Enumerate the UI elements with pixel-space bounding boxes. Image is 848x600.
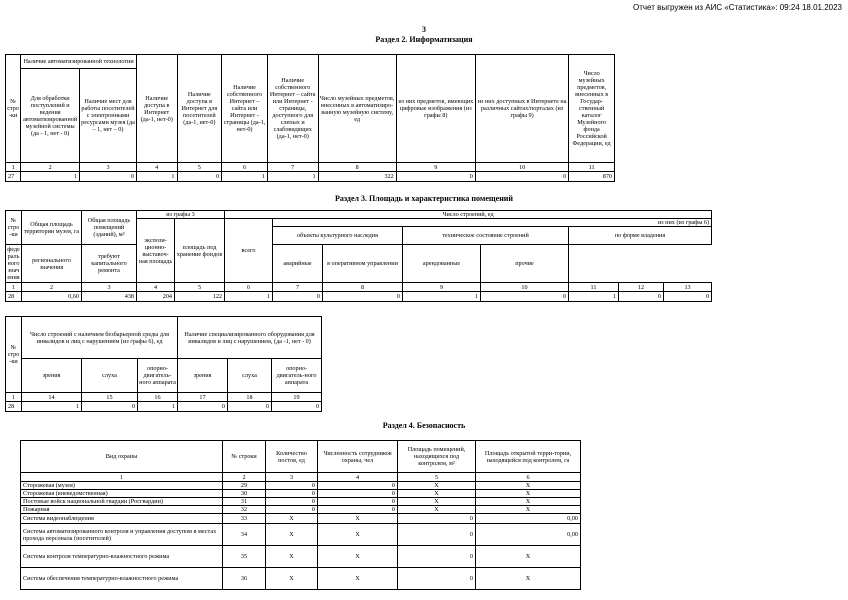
- s3-h-c4: экспози-ционно-выставоч-ная площадь: [137, 219, 175, 283]
- s3-h-c11: в оперативном управлении: [323, 245, 403, 283]
- cell: Сторожевая (вневедомственная): [21, 490, 223, 498]
- section3b-table: [5, 316, 322, 412]
- s3b-h-group2: Наличие специализированного оборудования для инвалидов и лиц с нарушением, (да -1, нет - 0): [178, 317, 322, 359]
- s4-row-33: [21, 514, 581, 524]
- cell: 7: [267, 163, 318, 172]
- s3b-h-c16: опорно-двигатель-ного аппарата: [138, 359, 178, 393]
- cell: X: [266, 568, 318, 590]
- cell: X: [476, 546, 581, 568]
- cell: 438: [82, 292, 137, 302]
- cell: 1: [21, 473, 223, 482]
- cell: 2: [21, 163, 80, 172]
- section3-title: Раздел 3. Площадь и характеристика помещений: [334, 194, 514, 203]
- cell: 0: [398, 546, 476, 568]
- cell: 322: [318, 172, 396, 182]
- cell: 16: [138, 393, 178, 402]
- cell: 122: [175, 292, 225, 302]
- s2-h-c5: Наличие доступа в Интернет для посетителей (да-1, нет-0): [177, 55, 222, 163]
- cell: 0: [266, 498, 318, 506]
- cell: 2: [22, 283, 82, 292]
- cell: 0: [272, 402, 322, 412]
- cell: X: [476, 490, 581, 498]
- cell: 2: [223, 473, 266, 482]
- cell: 30: [223, 490, 266, 498]
- cell: 1: [403, 292, 481, 302]
- cell: 8: [318, 163, 396, 172]
- s3-h-buildings: Число строений, ед: [225, 211, 712, 219]
- cell: 14: [22, 393, 82, 402]
- cell: Пожарная: [21, 506, 223, 514]
- section2-title: Раздел 2. Информатизация: [375, 35, 473, 44]
- cell: 870: [569, 172, 615, 182]
- cell: 36: [223, 568, 266, 590]
- cell: 9: [403, 283, 481, 292]
- s3-h-c9: требуют капитального ремонта: [82, 245, 137, 283]
- s4-h-c2: № строки: [223, 441, 266, 473]
- s3-h-c5: площадь под хранение фондов: [175, 219, 225, 283]
- cell: 6: [225, 283, 273, 292]
- s3b-h-c17: зрения: [178, 359, 228, 393]
- section2-table: [5, 54, 615, 182]
- s4-row-29: [21, 482, 581, 490]
- section4-table: [20, 440, 581, 590]
- s3b-h-c19: опорно-двигатель-ного аппарата: [272, 359, 322, 393]
- cell: 1: [6, 393, 22, 402]
- cell: 7: [273, 283, 323, 292]
- cell: 3: [82, 283, 137, 292]
- s3-h-from6: из них (из графы 6): [273, 219, 712, 227]
- s2-h-c9: из них предметов, имеющих цифровые изображения (из графы 8): [396, 55, 475, 163]
- s3-h-row: № стро-ки: [6, 211, 22, 245]
- s3b-h-row: № стро-ки: [6, 317, 22, 393]
- s2-h-c3: Наличие мест для работы посетителей с электронными ресурсами музея (да – 1, нет – 0): [80, 69, 137, 163]
- s3-h-heritage: объекты культурного наследия: [273, 227, 403, 245]
- cell: 5: [177, 163, 222, 172]
- cell: 1: [138, 402, 178, 412]
- s3-h-from3: из графы 3: [137, 211, 225, 219]
- s2-h-c11: Число музейных предметов, внесенных в Государ-ственный каталог Музейного фонда Российской Федерации, ед: [569, 55, 615, 163]
- cell: X: [398, 490, 476, 498]
- s4-row-35: [21, 546, 581, 568]
- cell: 8: [323, 283, 403, 292]
- s4-h-c4: Численность сотрудников охраны, чел: [318, 441, 398, 473]
- cell: 1: [6, 163, 21, 172]
- cell: 0: [82, 402, 138, 412]
- cell: 0: [80, 172, 137, 182]
- cell: X: [318, 524, 398, 546]
- cell: Постовые войск национальной гвардии (Росгвардии): [21, 498, 223, 506]
- s2-h-c6: Наличие собственного Интернет – сайта или Интернет - страницы (да-1, нет-0): [222, 55, 268, 163]
- cell: 0: [266, 482, 318, 490]
- s2-h-c10: из них доступных в Интернете на различных сайтах/порталах (из графы 9): [475, 55, 568, 163]
- cell: 5: [175, 283, 225, 292]
- cell: 0,00: [476, 514, 581, 524]
- cell: 5: [398, 473, 476, 482]
- cell: 6: [222, 163, 268, 172]
- s3-h-c3: Общая площадь помещений (зданий), м²: [82, 211, 137, 245]
- s4-h-c1: Вид охраны: [21, 441, 223, 473]
- cell: 0,00: [476, 524, 581, 546]
- cell: 0: [318, 482, 398, 490]
- section3-table: [5, 210, 712, 302]
- cell: 1: [267, 172, 318, 182]
- cell: 3: [266, 473, 318, 482]
- cell: 18: [228, 393, 272, 402]
- s3b-data-row: [6, 402, 322, 412]
- cell: Система контроля температурно-влажностного режима: [21, 546, 223, 568]
- s4-row-32: [21, 506, 581, 514]
- s2-h-auto: Наличие автоматизированной технологии: [21, 55, 137, 69]
- s3-h-c12: арендованные: [403, 245, 481, 283]
- cell: X: [476, 498, 581, 506]
- cell: X: [398, 498, 476, 506]
- cell: 0: [398, 568, 476, 590]
- s3-h-ownership: по форме владения: [569, 227, 712, 245]
- s3b-h-c14: зрения: [22, 359, 82, 393]
- cell: 34: [223, 524, 266, 546]
- cell: 12: [619, 283, 664, 292]
- cell: 0: [228, 402, 272, 412]
- cell: 0: [273, 292, 323, 302]
- s2-data-row: [6, 172, 615, 182]
- cell: 28: [6, 292, 22, 302]
- cell: X: [318, 546, 398, 568]
- cell: 4: [318, 473, 398, 482]
- cell: 33: [223, 514, 266, 524]
- cell: 0: [396, 172, 475, 182]
- cell: X: [266, 524, 318, 546]
- cell: 0: [619, 292, 664, 302]
- cell: 4: [137, 283, 175, 292]
- s2-h-c4: Наличие доступа в Интернет (да-1, нет-0): [136, 55, 177, 163]
- cell: 0: [266, 490, 318, 498]
- cell: 9: [396, 163, 475, 172]
- cell: X: [318, 568, 398, 590]
- cell: 10: [481, 283, 569, 292]
- cell: 0: [398, 514, 476, 524]
- s4-h-c6: Площадь открытой терри-тории, находящейся под контролем, га: [476, 441, 581, 473]
- cell: Сторожевая (музея): [21, 482, 223, 490]
- cell: 19: [272, 393, 322, 402]
- cell: 3: [80, 163, 137, 172]
- s4-row-34: [21, 524, 581, 546]
- cell: 0: [318, 490, 398, 498]
- cell: 1: [222, 172, 268, 182]
- s4-row-36: [21, 568, 581, 590]
- s3-h-tech: техническое состояние строений: [403, 227, 569, 245]
- s3-h-c7: федерального значения: [7, 246, 20, 281]
- cell: X: [476, 482, 581, 490]
- s3-h-c2: Общая площадь территории музея, га: [22, 211, 82, 245]
- s2-num-row: [6, 163, 615, 172]
- cell: 15: [82, 393, 138, 402]
- cell: 35: [223, 546, 266, 568]
- s3-h-c13: прочие: [481, 245, 569, 283]
- cell: 0: [178, 402, 228, 412]
- cell: 1: [22, 402, 82, 412]
- cell: 0: [266, 506, 318, 514]
- export-note: Отчет выгружен из АИС «Статистика»: 09:24 18.01.2023: [632, 3, 842, 12]
- s3-num-row: [6, 283, 712, 292]
- cell: 17: [178, 393, 228, 402]
- cell: 0: [664, 292, 712, 302]
- cell: 13: [664, 283, 712, 292]
- cell: Система видеонаблюдения: [21, 514, 223, 524]
- page-number: 3: [422, 25, 426, 34]
- s3-data-row: [6, 292, 712, 302]
- s4-row-30: [21, 490, 581, 498]
- cell: 32: [223, 506, 266, 514]
- cell: 29: [223, 482, 266, 490]
- cell: 4: [136, 163, 177, 172]
- cell: 0: [318, 498, 398, 506]
- cell: X: [398, 506, 476, 514]
- cell: 1: [136, 172, 177, 182]
- s3b-h-group1: Число строений с наличием безбарьерной среды для инвалидов и лиц с нарушением (из графы 6), ед: [22, 317, 178, 359]
- s4-row-31: [21, 498, 581, 506]
- cell: 0,60: [22, 292, 82, 302]
- s3b-num-row: [6, 393, 322, 402]
- cell: 0: [323, 292, 403, 302]
- cell: Система обеспечения температурно-влажностного режима: [21, 568, 223, 590]
- cell: Система автоматизированного контроля и управления доступом в местах прохода персонала (посетителей): [21, 524, 223, 546]
- section4-title: Раздел 4. Безопасность: [382, 421, 466, 430]
- s2-h-c7: Наличие собственного Интернет – сайта или Интернет - страницы, доступного для слепых и слабовидящих (да-1, нет-0): [267, 55, 318, 163]
- cell: 10: [475, 163, 568, 172]
- cell: 1: [225, 292, 273, 302]
- s3-h-c10: аварийные: [273, 245, 323, 283]
- s3-h-c6: всего: [225, 219, 273, 283]
- cell: 1: [21, 172, 80, 182]
- s2-h-c2: Для обработки поступлений и ведения автоматизированной музейной системы (да - 1, нет - 0): [21, 69, 80, 163]
- cell: 204: [137, 292, 175, 302]
- cell: X: [266, 514, 318, 524]
- cell: 0: [481, 292, 569, 302]
- cell: 11: [569, 163, 615, 172]
- cell: 0: [398, 524, 476, 546]
- cell: 11: [569, 283, 619, 292]
- s3b-h-c15: слуха: [82, 359, 138, 393]
- s2-h-row: № стро-ки: [6, 55, 21, 163]
- cell: X: [476, 568, 581, 590]
- s4-h-c3: Количество постов, ед: [266, 441, 318, 473]
- cell: 0: [318, 506, 398, 514]
- cell: X: [318, 514, 398, 524]
- s2-h-c8: Число музейных предметов, внесенных в автоматизиро-ванную музейную систему, ед: [318, 55, 396, 163]
- cell: 0: [177, 172, 222, 182]
- s4-h-c5: Площадь помещений, находящихся под контролем, м²: [398, 441, 476, 473]
- cell: 6: [476, 473, 581, 482]
- cell: 1: [6, 283, 22, 292]
- cell: 1: [569, 292, 619, 302]
- cell: X: [476, 506, 581, 514]
- s4-num-row: [21, 473, 581, 482]
- s3-h-c8: регионального значения: [22, 245, 82, 283]
- cell: 28: [6, 402, 22, 412]
- cell: X: [398, 482, 476, 490]
- s3b-h-c18: слуха: [228, 359, 272, 393]
- cell: 0: [475, 172, 568, 182]
- cell: 27: [6, 172, 21, 182]
- cell: 31: [223, 498, 266, 506]
- cell: X: [266, 546, 318, 568]
